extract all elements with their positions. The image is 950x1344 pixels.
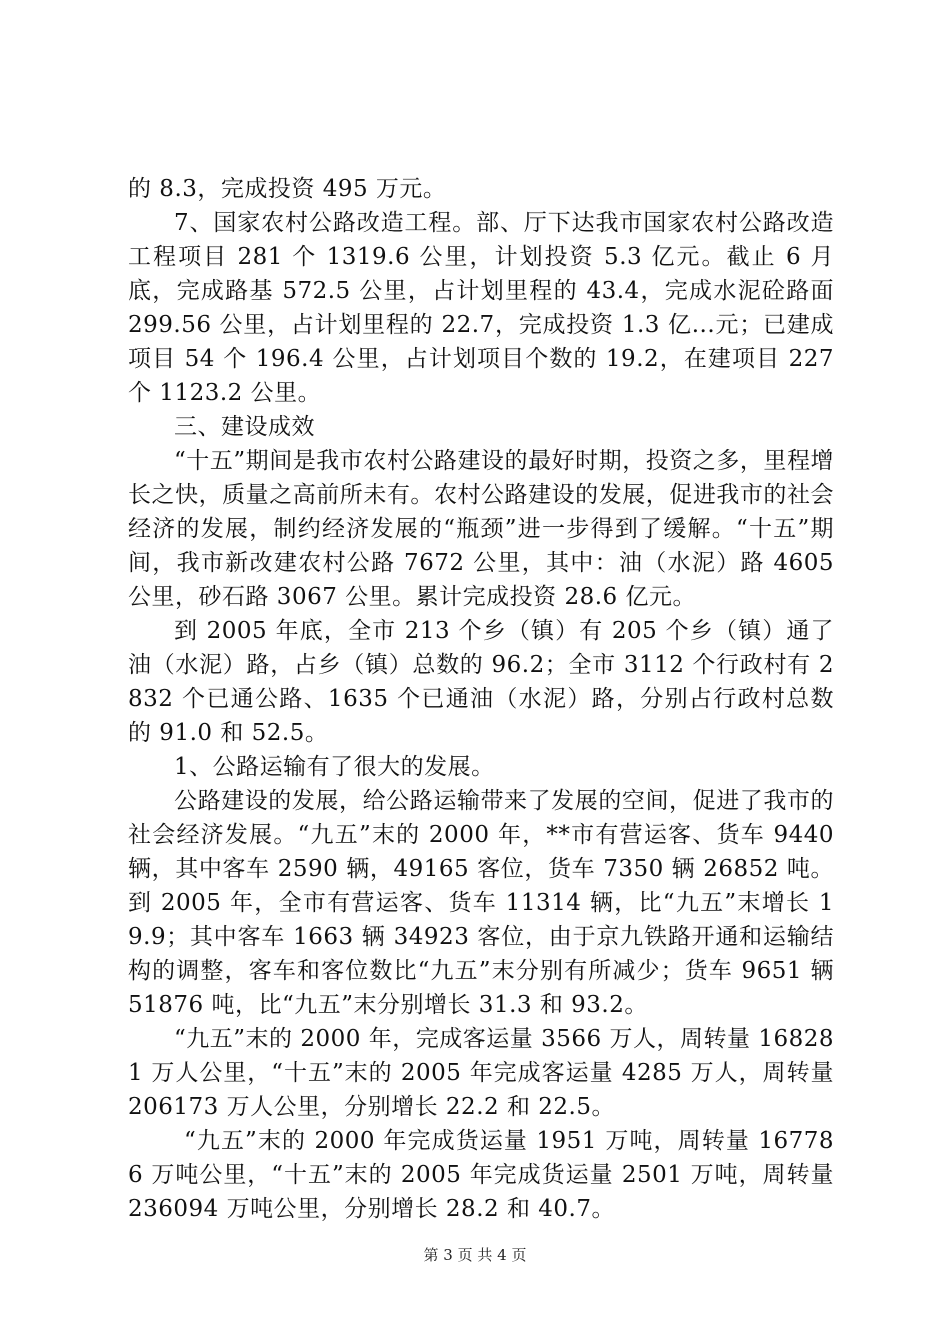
section-heading-results: 三、建设成效: [174, 414, 315, 440]
paragraph-fifteenth-plan: “十五”期间是我市农村公路建设的最好时期，投资之多，里程增长之快，质量之高前所未有。农村公路建设的发展，促进我市的社会经济的发展，制约经济发展的“瓶颈”进一步得到了缓解。“十五”期间，我市新改建农村公路 7672 公里，其中：油（水泥）路 4605 公里，砂石路 3067 公里。累计完成投资 28.6 亿元。: [128, 448, 834, 610]
paragraph-vehicles: 公路建设的发展，给公路运输带来了发展的空间，促进了我市的社会经济发展。“九五”末的 2000 年，**市有营运客、货车 9440 辆，其中客车 2590 辆，49165 客位，货车 7350 辆 26852 吨。到 2005 年，全市有营运客、货车 11314 辆，比“九五”末增长 19.9；其中客车 1663 辆 34923 客位，由于京九铁路开通和运输结构的调整，客车和客位数比“九五”末分别有所减少；货车 9651 辆 51876 吨，比“九五”末分别增长 31.3 和 93.2。: [128, 788, 834, 1018]
subheading-road-transport: 1、公路运输有了很大的发展。: [174, 754, 495, 780]
paragraph-rural-road-project: 7、国家农村公路改造工程。部、厅下达我市国家农村公路改造工程项目 281 个 1319.6 公里，计划投资 5.3 亿元。截止 6 月底，完成路基 572.5 公里，占计划里程的 43.4，完成水泥砼路面 299.56 公里，占计划里程的 22.7，完成投资 1.3 亿...元；已建成项目 54 个 196.4 公里，占计划项目个数的 19.2，在建项目 227 个 1123.2 公里。: [128, 210, 834, 406]
paragraph-passenger-volume: “九五”末的 2000 年，完成客运量 3566 万人，周转量 168281 万人公里，“十五”末的 2005 年完成客运量 4285 万人，周转量 206173 万人公里，分别增长 22.2 和 22.5。: [128, 1026, 834, 1120]
paragraph-freight-volume: “九五”末的 2000 年完成货运量 1951 万吨，周转量 167786 万吨公里，“十五”末的 2005 年完成货运量 2501 万吨，周转量 236094 万吨公里，分别增长 28.2 和 40.7。: [128, 1128, 834, 1222]
document-body: [128, 172, 834, 1226]
page-number-footer: 第 3 页 共 4 页: [423, 1246, 527, 1264]
paragraph-continuation: 的 8.3，完成投资 495 万元。: [128, 176, 447, 202]
paragraph-2005-coverage: 到 2005 年底，全市 213 个乡（镇）有 205 个乡（镇）通了油（水泥）路，占乡（镇）总数的 96.2；全市 3112 个行政村有 2832 个已通公路、1635 个已通油（水泥）路，分别占行政村总数的 91.0 和 52.5。: [128, 618, 834, 746]
